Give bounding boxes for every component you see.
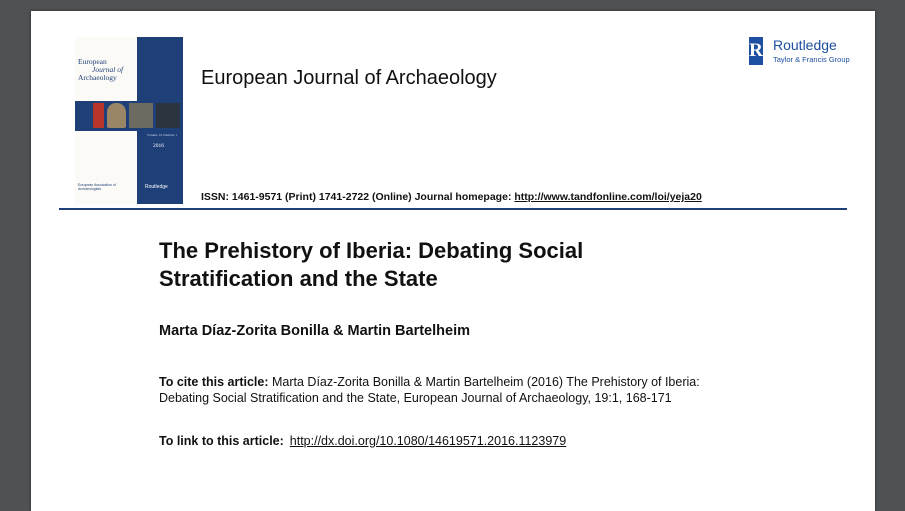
header-divider bbox=[59, 208, 847, 210]
publisher-subtitle: Taylor & Francis Group bbox=[773, 55, 850, 64]
cover-title bbox=[78, 58, 123, 82]
cover-title-line: Archaeology bbox=[78, 73, 117, 82]
journal-cover-image bbox=[75, 37, 183, 204]
doi-label: To link to this article: bbox=[159, 434, 284, 448]
issn-line bbox=[201, 191, 702, 203]
cover-artifact-thumbnail bbox=[107, 103, 126, 128]
routledge-logo-icon: R bbox=[749, 37, 763, 65]
citation-text: Marta Díaz-Zorita Bonilla & Martin Bartelheim (2016) The Prehistory of Iberia: Debating Social Stratification and the State, European Journal of Archaeology, 19:1, 168-171 bbox=[159, 375, 700, 405]
journal-title: European Journal of Archaeology bbox=[201, 67, 497, 89]
cover-artifact-thumbnail bbox=[156, 103, 180, 128]
cover-artifact-thumbnail bbox=[93, 103, 104, 128]
doi-link[interactable]: http://dx.doi.org/10.1080/14619571.2016.1123979 bbox=[289, 434, 567, 448]
cover-association: European Association of Archaeologists bbox=[78, 183, 116, 191]
cover-title-line: Journal of bbox=[92, 65, 124, 74]
article-title: The Prehistory of Iberia: Debating Social Stratification and the State bbox=[159, 238, 584, 291]
cover-title-line: European bbox=[78, 57, 107, 66]
publisher-name: Routledge bbox=[773, 37, 837, 53]
doi-line bbox=[159, 434, 566, 448]
cover-volume: Volume 19 Number 1 bbox=[147, 133, 178, 137]
issn-text: ISSN: 1461-9571 (Print) 1741-2722 (Online) Journal homepage: bbox=[201, 191, 515, 203]
citation-label: To cite this article: bbox=[159, 375, 269, 389]
cover-artifact-thumbnail bbox=[129, 103, 153, 128]
cover-year: 2016 bbox=[153, 143, 164, 149]
citation-block bbox=[159, 374, 739, 406]
pdf-page bbox=[31, 11, 875, 511]
journal-homepage-link[interactable]: http://www.tandfonline.com/loi/yeja20 bbox=[514, 191, 702, 203]
cover-publisher: Routledge bbox=[145, 184, 168, 190]
article-authors: Marta Díaz-Zorita Bonilla & Martin Bartelheim bbox=[159, 323, 470, 339]
